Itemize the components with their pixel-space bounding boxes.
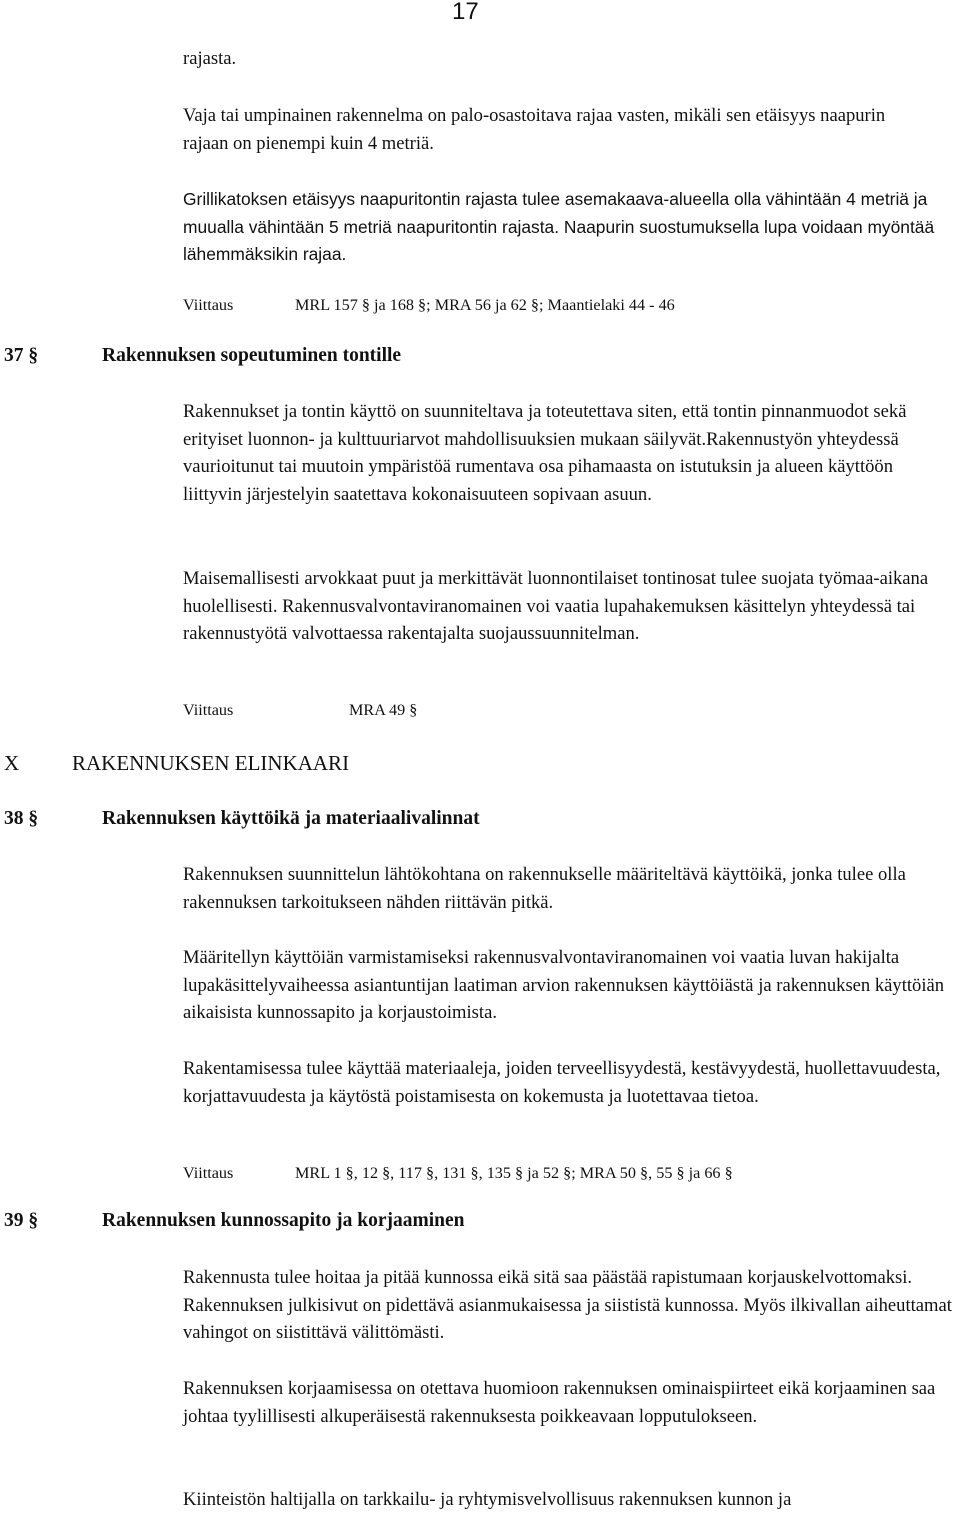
reference-value: MRL 1 §, 12 §, 117 §, 131 §, 135 § ja 52 §; MRA 50 §, 55 § ja 66 § <box>295 1164 733 1182</box>
section-heading-38 <box>4 806 480 832</box>
reference-value: MRA 49 § <box>349 701 418 719</box>
chapter-number: X <box>4 751 20 775</box>
reference-label: Viittaus <box>183 1164 234 1182</box>
reference-label: Viittaus <box>183 296 234 314</box>
paragraph-39-a: Rakennusta tulee hoitaa ja pitää kunnossa eikä sitä saa päästää rapistumaan korjauskelvottomaksi. Rakennuksen julkisivut on pidettävä asianmukaisessa ja siististä kunnossa. Myös ilkivallan aiheuttamat vahingot on siistittävä välittömästi. <box>183 1267 952 1343</box>
chapter-title: RAKENNUKSEN ELINKAARI <box>72 751 350 775</box>
section-number: 38 § <box>4 808 39 829</box>
reference-line-3 <box>183 1162 733 1184</box>
paragraph-vaja: Vaja tai umpinainen rakennelma on palo-osastoitava rajaa vasten, mikäli sen etäisyys naapurin rajaan on pienempi kuin 4 metriä. <box>183 105 886 154</box>
section-title: Rakennuksen sopeutuminen tontille <box>102 345 402 366</box>
reference-label: Viittaus <box>183 701 234 719</box>
paragraph-37-a: Rakennukset ja tontin käyttö on suunniteltava ja toteutettava siten, että tontin pinnanmuodot sekä erityiset luonnon- ja kulttuuriarvot mahdollisuuksien mukaan säilyvät.Rakennustyön yhteydessä vaurioitunut tai muutoin ympäristöä rumentava osa pihamaasta on istutuksin ja alueen käyttöön liittyvin järjestelyin saatettava kokonaisuuteen sopivaan asuun. <box>183 401 907 505</box>
paragraph-37-b: Maisemallisesti arvokkaat puut ja merkittävät luonnontilaiset tontinosat tulee suojata työmaa-aikana huolellisesti. Rakennusvalvontaviranomainen voi vaatia lupahakemuksen käsittelyn yhteydessä tai rakennustyötä valvottaessa rakentajalta suojaussuunnitelman. <box>183 568 929 644</box>
paragraph-rajasta: rajasta. <box>183 48 237 69</box>
paragraph-grillikatos: Grillikatoksen etäisyys naapuritontin rajasta tulee asemakaava-alueella olla vähintään 4 metriä ja muualla vähintään 5 metriä naapuritontin rajasta. Naapurin suostumuksella lupa voidaan myöntää lähemmäksikin rajaa. <box>183 189 935 264</box>
page-number: 17 <box>452 0 479 25</box>
section-number: 39 § <box>4 1210 39 1231</box>
reference-line-2 <box>183 699 418 721</box>
reference-value: MRL 157 § ja 168 §; MRA 56 ja 62 §; Maantielaki 44 - 46 <box>295 296 675 314</box>
section-heading-39 <box>4 1208 465 1234</box>
reference-line-1 <box>183 294 675 316</box>
paragraph-39-b: Rakennuksen korjaamisessa on otettava huomioon rakennuksen ominaispiirteet eikä korjaaminen saa johtaa tyylillisesti alkuperäisestä rakennuksesta poikkeavaan lopputulokseen. <box>183 1378 936 1427</box>
section-title: Rakennuksen käyttöikä ja materiaalivalinnat <box>102 808 480 829</box>
section-heading-37 <box>4 343 402 369</box>
chapter-heading <box>4 749 350 777</box>
section-number: 37 § <box>4 345 39 366</box>
paragraph-38-a: Rakennuksen suunnittelun lähtökohtana on rakennukselle määriteltävä käyttöikä, jonka tulee olla rakennuksen tarkoitukseen nähden riittävän pitkä. <box>183 864 906 913</box>
paragraph-39-c: Kiinteistön haltijalla on tarkkailu- ja ryhtymisvelvollisuus rakennuksen kunnon ja <box>183 1489 792 1510</box>
paragraph-38-c: Rakentamisessa tulee käyttää materiaaleja, joiden terveellisyydestä, kestävyydestä, huollettavuudesta, korjattavuudesta ja käytöstä poistamisesta on kokemusta ja luotettavaa tietoa. <box>183 1058 941 1107</box>
section-title: Rakennuksen kunnossapito ja korjaaminen <box>102 1210 465 1231</box>
paragraph-38-b: Määritellyn käyttöiän varmistamiseksi rakennusvalvontaviranomainen voi vaatia luvan hakijalta lupakäsittelyvaiheessa asiantuntijan laatiman arvion rakennuksen käyttöiästä ja rakennuksen käyttöiän aikaisista kunnossapito ja korjaustoimista. <box>183 947 945 1023</box>
